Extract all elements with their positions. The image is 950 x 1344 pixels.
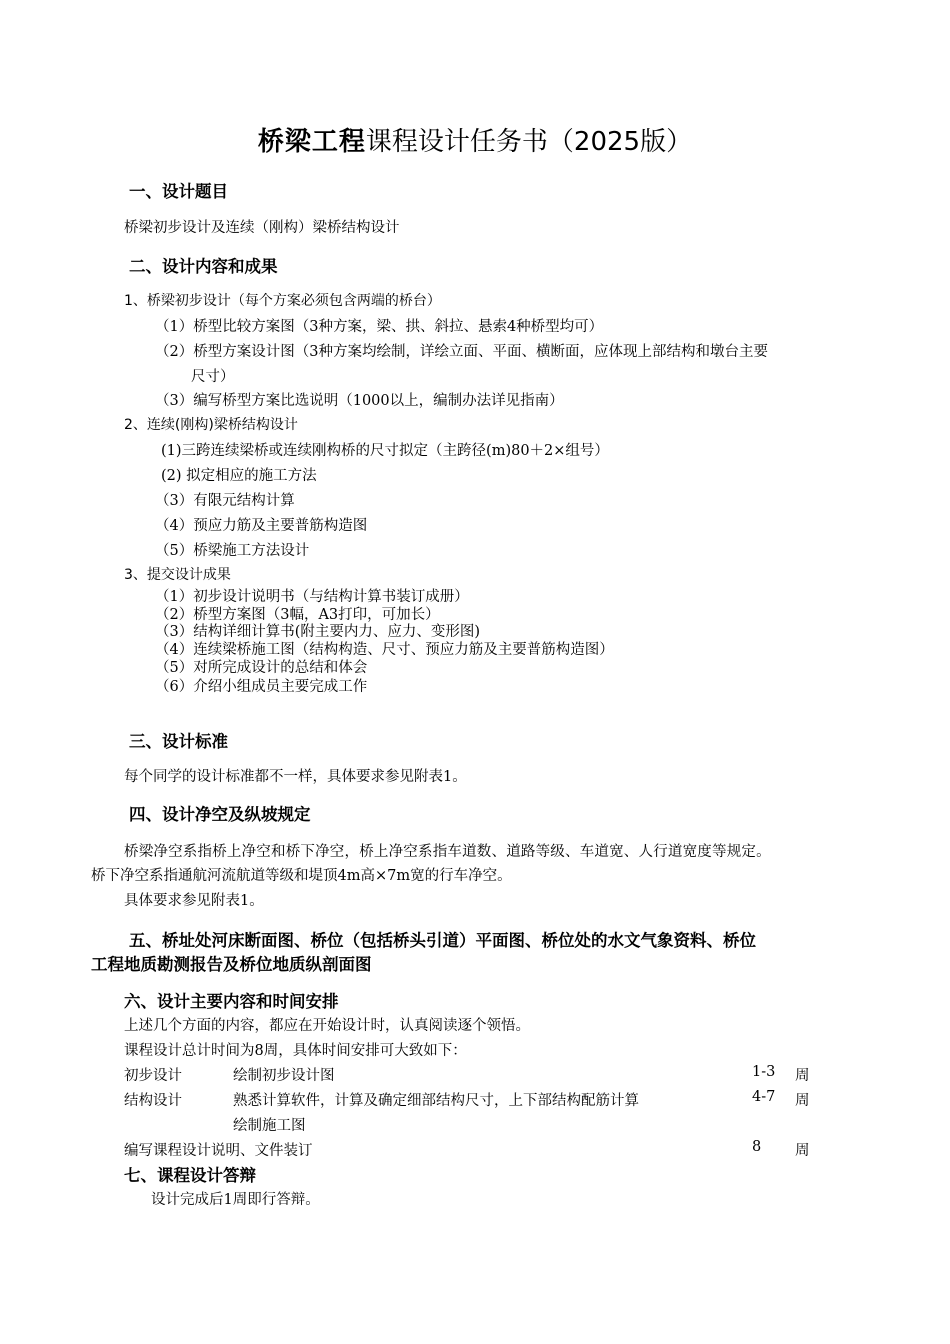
- page-title: [0, 121, 950, 158]
- section-4-paragraph-line: 桥梁净空系指桥上净空和桥下净空，桥上净空系指车道数、道路等级、车道宽、人行道宽度等规定。: [124, 844, 771, 860]
- list-item: (1)三跨连续梁桥或连续刚构桥的尺寸拟定（主跨径(m)80＋2×组号）: [161, 443, 609, 459]
- section-7-text: 设计完成后1周即行答辩。: [151, 1192, 320, 1208]
- subsection-2-2-heading: 2、连续(刚构)梁桥结构设计: [124, 417, 298, 433]
- schedule-task: 熟悉计算软件，计算及确定细部结构尺寸，上下部结构配筋计算: [233, 1093, 639, 1109]
- list-item: （2）桥型方案图（3幅，A3打印，可加长）: [155, 607, 440, 623]
- section-6-text: 上述几个方面的内容，都应在开始设计时，认真阅读逐个领悟。: [124, 1018, 530, 1034]
- list-item: （3）结构详细计算书(附主要内力、应力、变形图): [155, 624, 481, 640]
- section-6-text: 课程设计总计时间为8周，具体时间安排可大致如下：: [124, 1043, 467, 1059]
- schedule-task: 绘制初步设计图: [233, 1068, 335, 1084]
- list-item: （5）桥梁施工方法设计: [155, 543, 310, 559]
- section-5-heading-line: 工程地质勘测报告及桥位地质纵剖面图: [91, 955, 372, 974]
- list-item: （1）初步设计说明书（与结构计算书装订成册）: [155, 589, 469, 605]
- title-bold-part: 桥梁工程: [257, 127, 366, 157]
- section-4-paragraph-line: 桥下净空系指通航河流航道等级和堤顶4m高×7m宽的行车净空。: [91, 868, 512, 884]
- section-3-text: 每个同学的设计标准都不一样，具体要求参见附表1。: [124, 769, 467, 785]
- section-6-heading: 六、设计主要内容和时间安排: [124, 992, 339, 1011]
- section-2-heading: 二、设计内容和成果: [129, 257, 278, 276]
- subsection-2-3-heading: 3、提交设计成果: [124, 567, 231, 583]
- schedule-weeks: 1-3: [752, 1064, 776, 1080]
- schedule-task: 绘制施工图: [233, 1118, 306, 1134]
- list-item: （4）连续梁桥施工图（结构构造、尺寸、预应力筋及主要普筋构造图）: [155, 642, 614, 658]
- section-1-heading: 一、设计题目: [129, 182, 228, 201]
- schedule-stage: 结构设计: [124, 1093, 182, 1109]
- schedule-weeks: 4-7: [752, 1089, 776, 1105]
- title-rest-part: 课程设计任务书（2025版）: [365, 127, 693, 157]
- section-4-paragraph-line: 具体要求参见附表1。: [124, 893, 264, 909]
- list-item: （6）介绍小组成员主要完成工作: [155, 679, 368, 695]
- section-1-text: 桥梁初步设计及连续（刚构）梁桥结构设计: [124, 220, 400, 236]
- list-item: （2）桥型方案设计图（3种方案均绘制，详绘立面、平面、横断面，应体现上部结构和墩台主要: [155, 344, 768, 360]
- schedule-unit: 周: [795, 1068, 810, 1084]
- list-item: （3）编写桥型方案比选说明（1000以上，编制办法详见指南）: [155, 393, 564, 409]
- list-item-continuation: 尺寸）: [191, 369, 235, 385]
- schedule-unit: 周: [795, 1093, 810, 1109]
- list-item: (2) 拟定相应的施工方法: [161, 468, 317, 484]
- schedule-weeks: 8: [752, 1139, 762, 1155]
- schedule-stage: 编写课程设计说明、文件装订: [124, 1143, 313, 1159]
- section-4-heading: 四、设计净空及纵坡规定: [129, 805, 311, 824]
- section-3-heading: 三、设计标准: [129, 732, 228, 751]
- schedule-stage: 初步设计: [124, 1068, 182, 1084]
- list-item: （5）对所完成设计的总结和体会: [155, 660, 368, 676]
- section-5-heading-line: 五、桥址处河床断面图、桥位（包括桥头引道）平面图、桥位处的水文气象资料、桥位: [129, 931, 756, 950]
- section-7-heading: 七、课程设计答辩: [124, 1166, 256, 1185]
- list-item: （1）桥型比较方案图（3种方案，梁、拱、斜拉、悬索4种桥型均可）: [155, 319, 604, 335]
- list-item: （3）有限元结构计算: [155, 493, 295, 509]
- subsection-2-1-heading: 1、桥梁初步设计（每个方案必须包含两端的桥台）: [124, 293, 441, 309]
- list-item: （4）预应力筋及主要普筋构造图: [155, 518, 368, 534]
- schedule-unit: 周: [795, 1143, 810, 1159]
